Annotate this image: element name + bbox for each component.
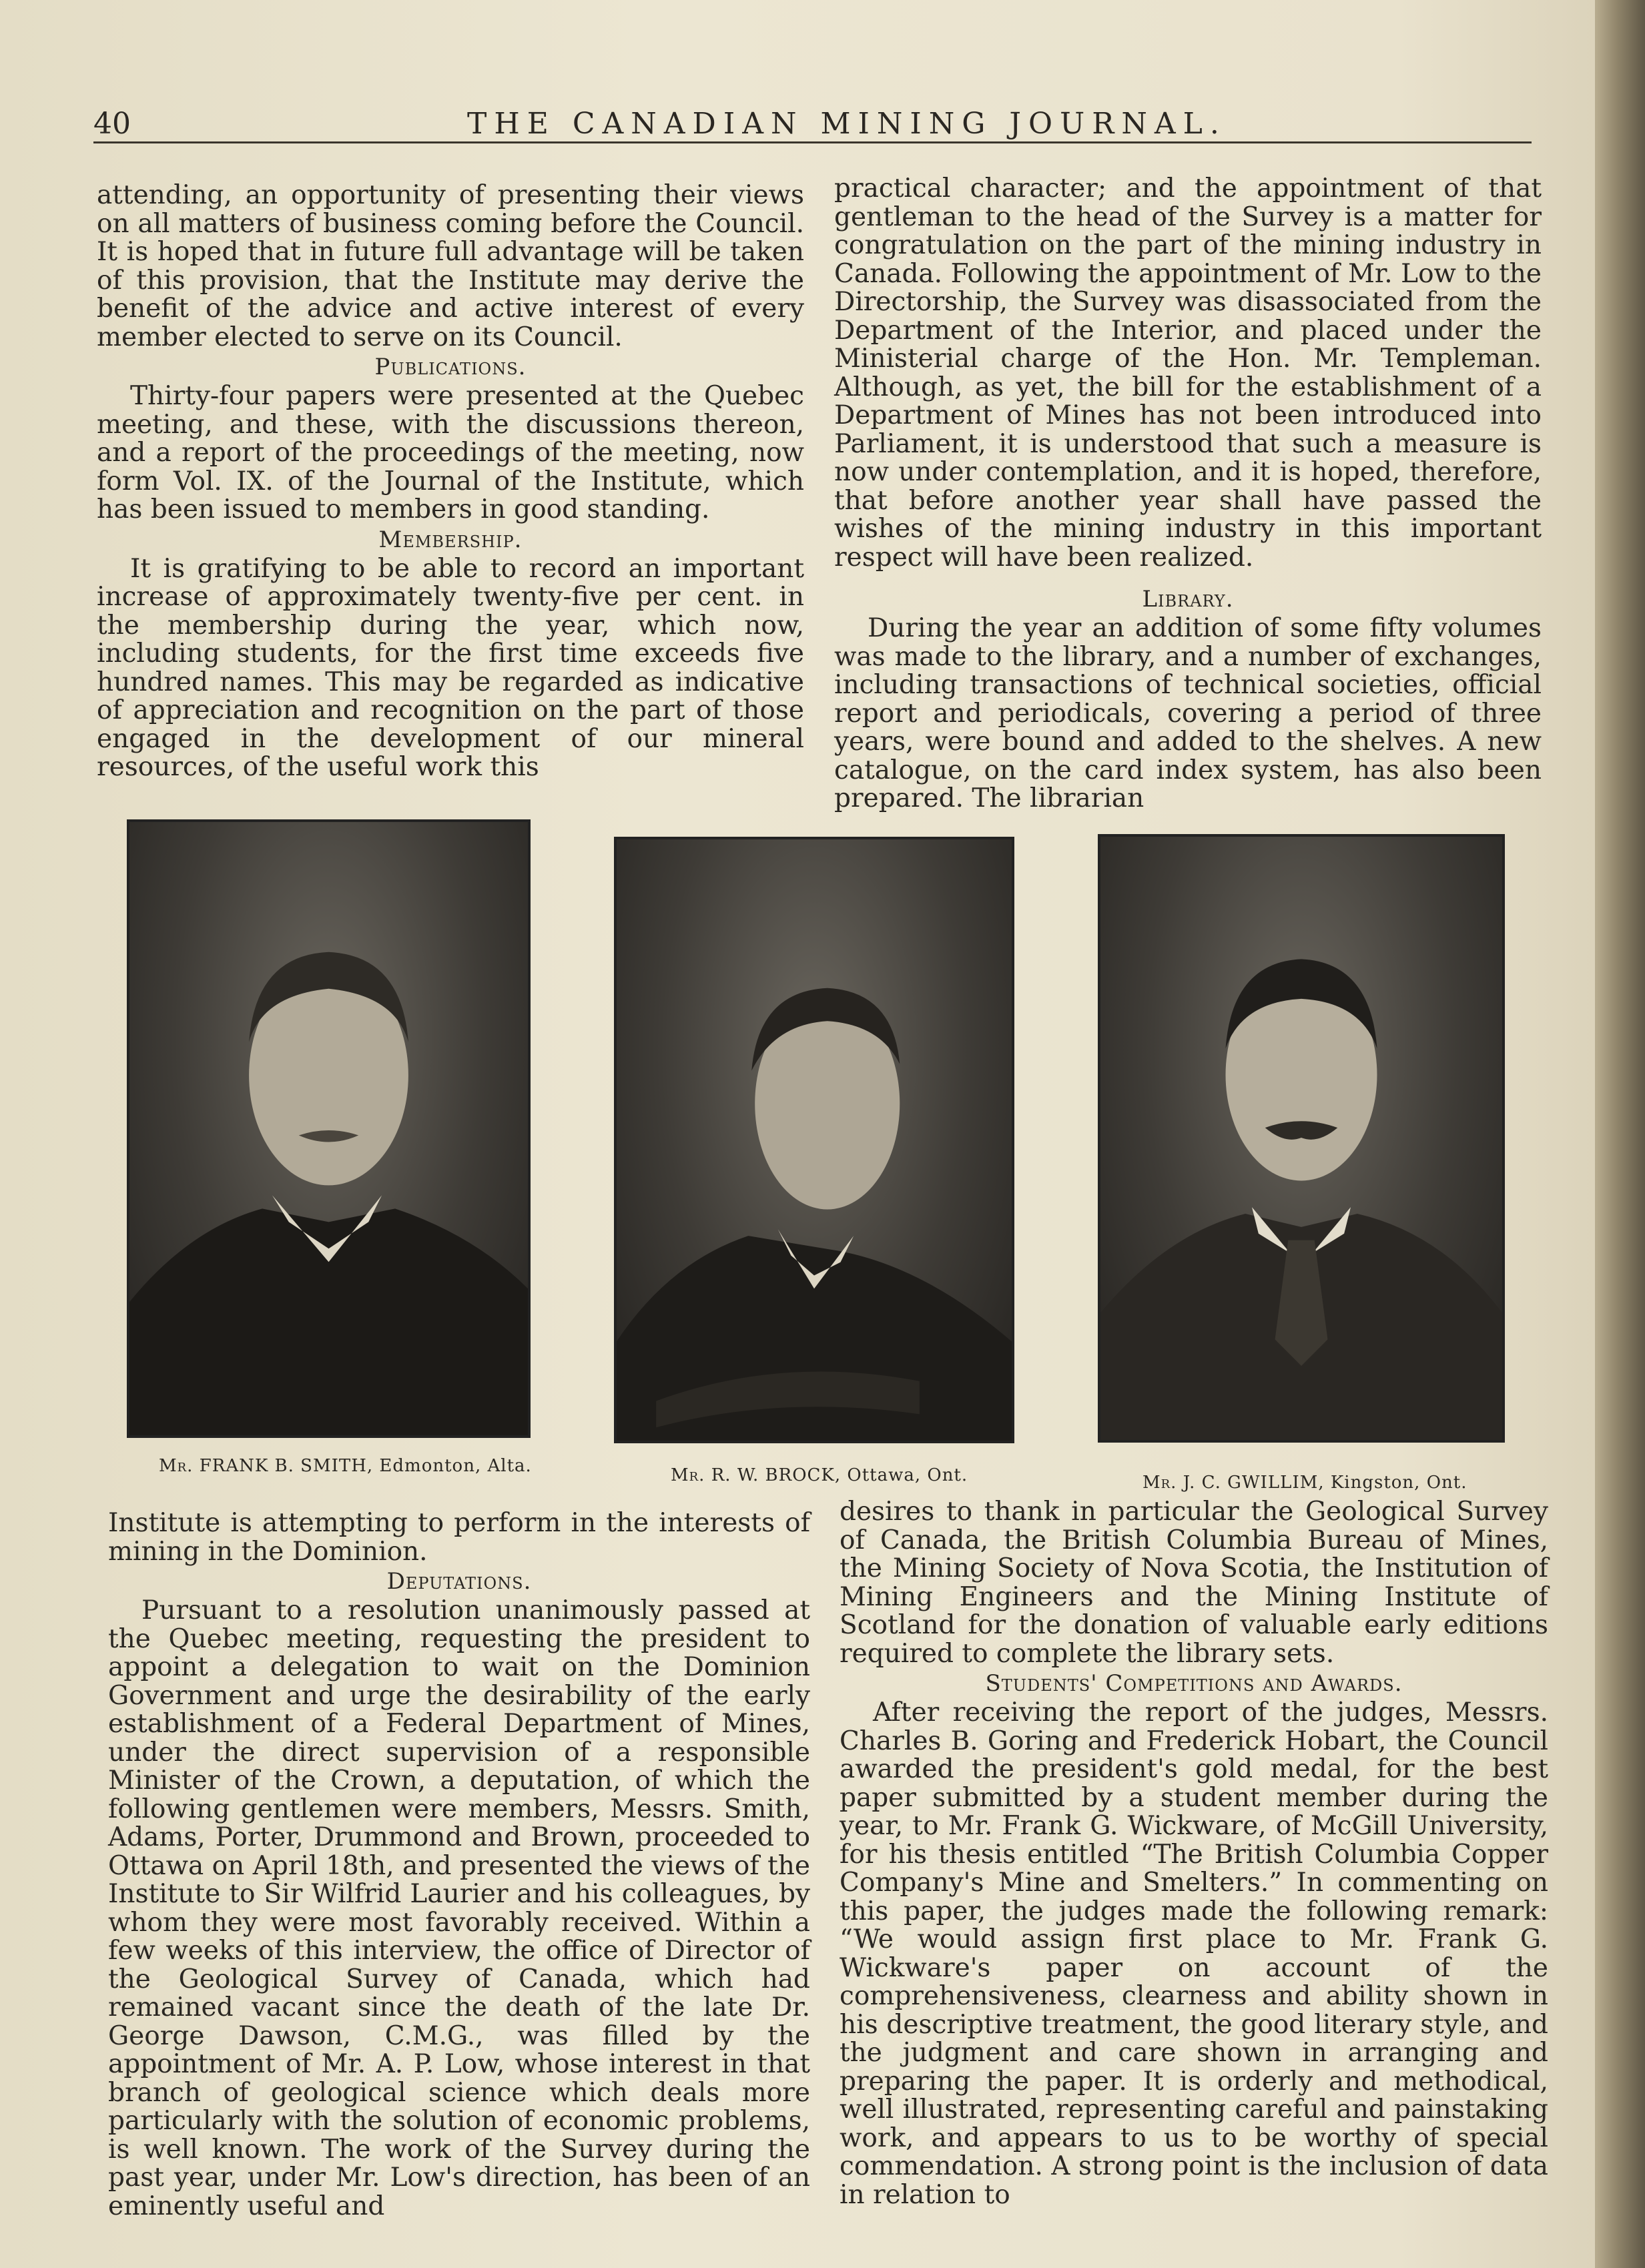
paragraph-library: During the year an addition of some fifty volumes was made to the library, and a number of exchanges, including transactions of technical societies, official report and periodicals, covering a period of three years, were bound and added to the shelves. A new catalogue, on the card index system, has also been prepared. The librarian: [834, 613, 1542, 813]
caption-text: R. W. BROCK, Ottawa, Ont.: [705, 1465, 968, 1485]
column-bottom-right: [840, 1498, 1548, 2209]
heading-library: Library.: [1142, 586, 1234, 613]
caption-text: J. C. GWILLIM, Kingston, Ont.: [1177, 1473, 1467, 1493]
caption-prefix: Mr.: [159, 1456, 194, 1476]
heading-deputations: Deputations.: [386, 1568, 532, 1595]
caption-prefix: Mr.: [671, 1465, 705, 1485]
binding-gutter: [1595, 0, 1645, 2268]
portrait-image: [1100, 837, 1502, 1440]
column-top-left: [97, 181, 804, 782]
page-number: 40: [93, 107, 131, 141]
paragraph-awards: After receiving the report of the judges, Messrs. Charles B. Goring and Frederick Hobart, the Council awarded the president's gold medal, for the best paper submitted by a student member during the year, to Mr. Frank G. Wickware, of McGill University, for his thesis entitled “The British Columbia Copper Company's Mine and Smelters.” In commenting on this paper, the judges made the following remark: “We would assign first place to Mr. Frank G. Wickware's paper on account of the comprehensiveness, clearness and ability shown in his descriptive treatment, the good literary style, and the judgment and care shown in arranging and preparing the paper. It is orderly and methodical, well illustrated, representing careful and painstaking work, and appears to us to be worthy of special commendation. A strong point is the inclusion of data in relation to: [840, 1697, 1548, 2210]
caption-prefix: Mr.: [1142, 1473, 1177, 1493]
heading-students-competitions: Students' Competitions and Awards.: [985, 1670, 1403, 1697]
paragraph-deputations: Pursuant to a resolution unanimously passed at the Quebec meeting, requesting the president to appoint a delegation to wait on the Dominion Government and urge the desirability of the early establishment of a Federal Department of Mines, under the direct supervision of a responsible Minister of the Crown, a deputation, of which the following gentlemen were members, Messrs. Smith, Adams, Porter, Drummond and Brown, proceeded to Ottawa on April 18th, and presented the views of the Institute to Sir Wilfrid Laurier and his colleagues, by whom they were most favorably received. Within a few weeks of this interview, the office of Director of the Geological Survey of Canada, which had remained vacant since the death of the late Dr. George Dawson, C.M.G., was filled by the appointment of Mr. A. P. Low, whose interest in that branch of geological science which deals more particularly with the solution of economic problems, is well known. The work of the Survey during the past year, under Mr. Low's direction, has been of an eminently useful and: [108, 1595, 810, 2221]
paragraph-publications: Thirty-four papers were presented at the Quebec meeting, and these, with the discussions thereon, and a report of the proceedings of the meeting, now form Vol. IX. of the Journal of the Institute, which has been issued to members in good standing.: [97, 381, 804, 524]
portrait-jc-gwillim: [1098, 834, 1505, 1443]
portrait-image: [129, 822, 528, 1435]
column-bottom-left: [108, 1509, 810, 2221]
portrait-frank-smith: [127, 819, 531, 1438]
portrait-image: [617, 839, 1012, 1441]
caption-jc-gwillim: [1142, 1473, 1467, 1493]
paragraph-council: attending, an opportunity of presenting their views on all matters of business coming before the Council. It is hoped that in future full advantage will be taken of this provision, that the Institute may derive the benefit of the advice and active interest of every member elected to serve on its Council.: [97, 180, 804, 352]
caption-rw-brock: [671, 1465, 968, 1485]
caption-text: FRANK B. SMITH, Edmonton, Alta.: [193, 1456, 532, 1476]
heading-publications: Publications.: [374, 354, 527, 380]
heading-membership: Membership.: [378, 526, 523, 553]
paragraph-membership: It is gratifying to be able to record an important increase of approximately twenty-five per cent. in the membership during the year, which now, including students, for the first time exceeds five hundred names. This may be regarded as indicative of appreciation and recognition on the part of those engaged in the development of our mineral resources, of the useful work this: [97, 553, 804, 782]
header-rule: [93, 141, 1532, 143]
column-top-right: [834, 175, 1542, 813]
paragraph-survey: practical character; and the appointment of that gentleman to the head of the Survey is a matter for congratulation on the part of the mining industry in Canada. Following the appointment of Mr. Low to the Directorship, the Survey was disassociated from the Department of the Interior, and placed under the Ministerial charge of the Hon. Mr. Templeman. Although, as yet, the bill for the establishment of a Department of Mines has not been introduced into Parliament, it is understood that such a measure is now under contemplation, and it is hoped, therefore, that before another year shall have passed the wishes of the mining industry in this important respect will have been realized.: [834, 173, 1542, 573]
caption-frank-smith: [159, 1456, 532, 1476]
paragraph-thanks: desires to thank in particular the Geological Survey of Canada, the British Columbia Bureau of Mines, the Mining Society of Nova Scotia, the Institution of Mining Engineers and the Mining Institute of Scotland for the donation of valuable early editions required to complete the library sets.: [840, 1497, 1548, 1669]
paragraph-institute: Institute is attempting to perform in the interests of mining in the Dominion.: [108, 1508, 810, 1567]
portrait-rw-brock: [614, 837, 1014, 1443]
page-header: [93, 107, 1532, 147]
journal-title: THE CANADIAN MINING JOURNAL.: [467, 107, 1227, 141]
